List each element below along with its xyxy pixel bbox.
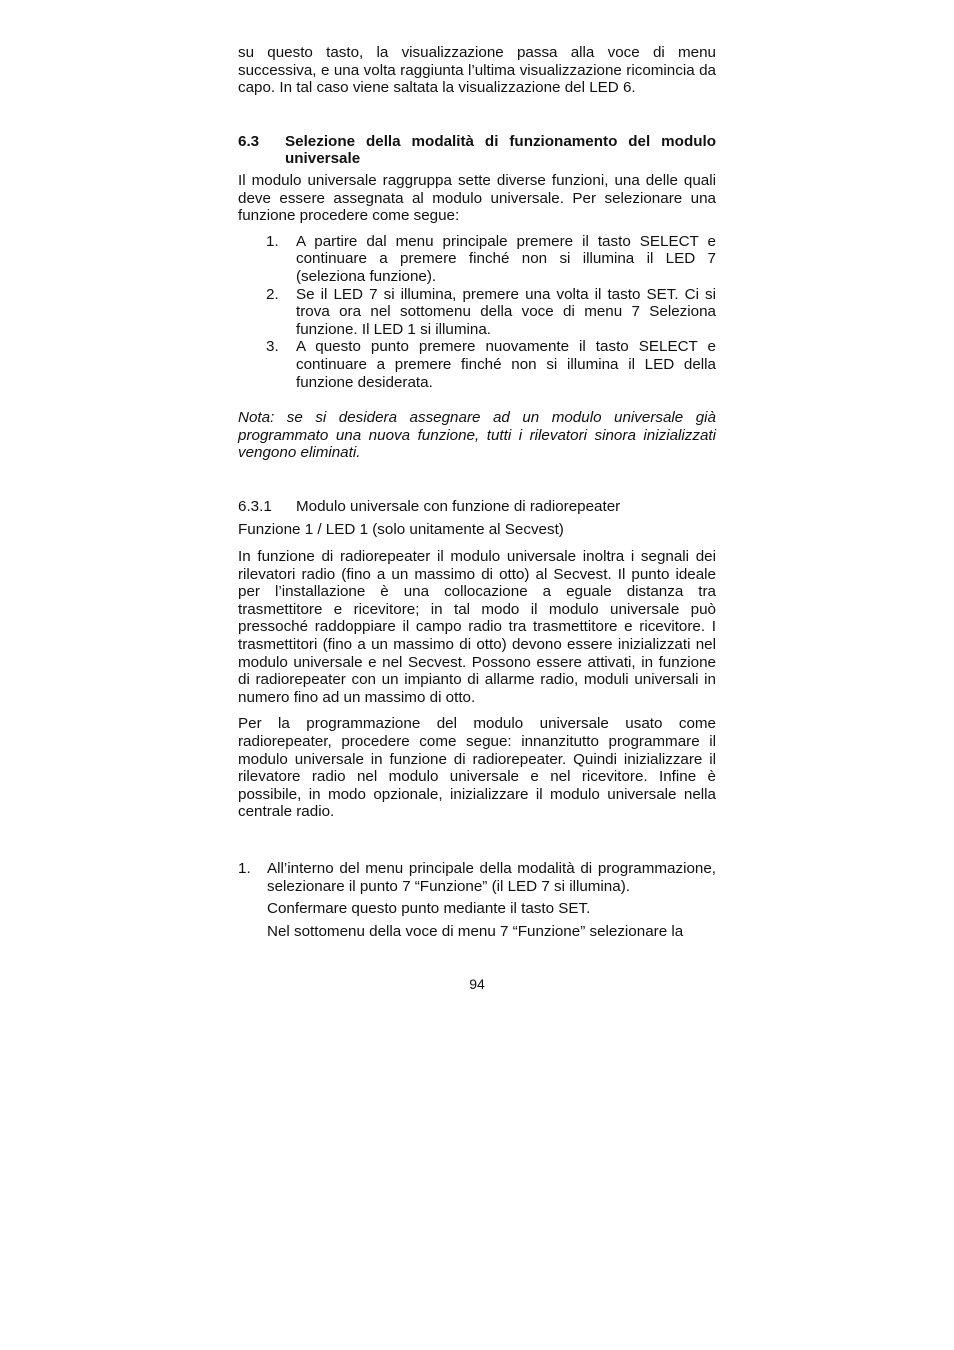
programming-paragraph: Per la programmazione del modulo universale usato come radiorepeater, procedere come segue: innanzitutto programmare il modulo universale in funzione di radiorepeater. Quindi inizializzare il rilevatore radio nel modulo universale e nel ricevitore. Infine è possibile, in modo opzionale, inizializzare il modulo universale nella centrale radio. xyxy=(238,715,716,821)
step-text: All’interno del menu principale della modalità di programmazione, selezionare il punto 7 “Funzione” (il LED 7 si illumina). xyxy=(267,859,716,895)
section-title: Selezione della modalità di funzionamento del modulo universale xyxy=(285,132,716,168)
subsection-number: 6.3.1 xyxy=(238,497,272,515)
step-number: 3. xyxy=(266,338,279,356)
list-item xyxy=(238,233,716,286)
note-paragraph: Nota: se si desidera assegnare ad un modulo universale già programmato una nuova funzione, tutti i rilevatori sinora inizializzati vengono eliminati. xyxy=(238,409,716,462)
radiorepeater-paragraph: In funzione di radiorepeater il modulo universale inoltra i segnali dei rilevatori radio (fino a un massimo di otto) al Secvest. Il punto ideale per l’installazione è una collocazione a eguale distanza tra trasmettitore e ricevitore; in tal modo il modulo universale può pressoché raddoppiare il campo radio tra trasmettitore e ricevitore. I trasmettitori (fino a un massimo di otto) devono essere inizializzati nel modulo universale e nel Secvest. Possono essere attivati, in funzione di radiorepeater con un impianto di allarme radio, moduli universali in numero fino ad un massimo di otto. xyxy=(238,548,716,706)
subsection-subtitle: Funzione 1 / LED 1 (solo unitamente al Secvest) xyxy=(238,521,564,539)
subsection-title: Modulo universale con funzione di radiorepeater xyxy=(296,497,621,515)
document-page xyxy=(238,44,716,940)
intro-paragraph: su questo tasto, la visualizzazione passa alla voce di menu successiva, e una volta raggiunta l’ultima visualizzazione ricomincia da capo. In tal caso viene saltata la visualizzazione del LED 6. xyxy=(238,44,716,97)
section-6-3-heading xyxy=(238,133,716,168)
section-number: 6.3 xyxy=(238,132,260,150)
page-number: 94 xyxy=(469,976,485,992)
list-item xyxy=(238,286,716,339)
step-text: A questo punto premere nuovamente il tasto SELECT e continuare a premere finché non si illumina il LED della funzione desiderata. xyxy=(296,338,716,391)
step-number: 2. xyxy=(266,285,279,303)
list-item xyxy=(238,860,716,895)
step-text: Se il LED 7 si illumina, premere una volta il tasto SET. Ci si trova ora nel sottomenu della voce di menu 7 Seleziona funzione. Il LED 1 si illumina. xyxy=(296,285,716,338)
list-item xyxy=(238,338,716,391)
steps-list xyxy=(238,233,716,391)
section-6-3-paragraph: Il modulo universale raggruppa sette diverse funzioni, una delle quali deve essere assegnata al modulo universale. Per selezionare una funzione procedere come segue: xyxy=(238,171,716,225)
step-text: A partire dal menu principale premere il tasto SELECT e continuare a premere finché non si illumina il LED 7 (seleziona funzione). xyxy=(296,232,716,285)
section-6-3-1-heading xyxy=(238,498,716,516)
step-confirm-text: Confermare questo punto mediante il tasto SET. xyxy=(267,900,591,918)
step-number: 1. xyxy=(266,232,279,250)
step-next-text: Nel sottomenu della voce di menu 7 “Funzione” selezionare la xyxy=(267,922,684,940)
step-number: 1. xyxy=(238,859,251,877)
